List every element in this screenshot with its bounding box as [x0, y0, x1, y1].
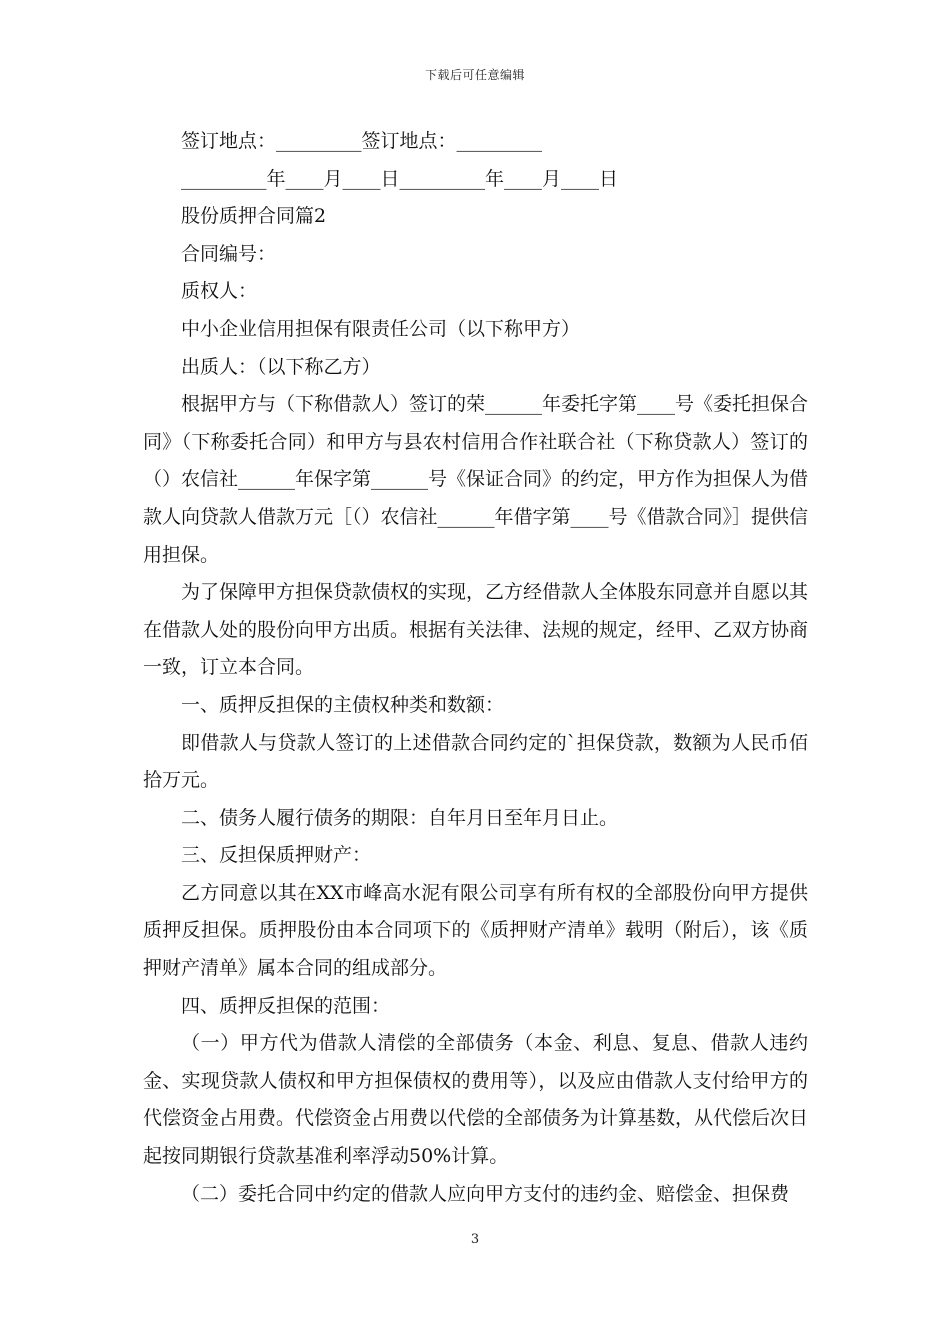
- page-number: 3: [470, 1232, 480, 1247]
- paragraph-background: 根据甲方与（下称借款人）签订的荣______年委托字第____号《委托担保合同》（下称委托合同）和甲方与县农村信用合作社联合社（下称贷款人）签订的（）农信社______年保字第______号《保证合同》的约定，甲方作为担保人为借款人向贷款人借款万元［（）农信社______年借字第____号《借款合同》］提供信用担保。: [143, 393, 809, 566]
- paragraph-contract-number: 合同编号：: [181, 242, 277, 265]
- paragraph-signing-date: _________年____月____日_________年____月____日: [181, 167, 619, 190]
- paragraph-clause-4-item-1: （一）甲方代为借款人清偿的全部债务（本金、利息、复息、借款人违约金、实现贷款人债权和甲方担保债权的费用等），以及应由借款人支付给甲方的代偿资金占用费。代偿资金占用费以代偿的全部债务为计算基数，从代偿后次日起按同期银行贷款基准利率浮动50%计算。: [143, 1032, 809, 1168]
- paragraph-purpose: 为了保障甲方担保贷款债权的实现，乙方经借款人全体股东同意并自愿以其在借款人处的股份向甲方出质。根据有关法律、法规的规定，经甲、乙双方协商一致，订立本合同。: [143, 581, 809, 679]
- paragraph-company-name: 中小企业信用担保有限责任公司（以下称甲方）: [181, 317, 581, 340]
- paragraph-pledgee: 质权人：: [181, 280, 258, 303]
- page-header: 下载后可任意编辑: [424, 68, 525, 82]
- document-body: [143, 123, 808, 1213]
- section-title: 股份质押合同篇2: [181, 205, 327, 228]
- clause-heading-2: 二、债务人履行债务的期限：自年月日至年月日止。: [181, 806, 619, 829]
- paragraph-clause-4-item-2: （二）委托合同中约定的借款人应向甲方支付的违约金、赔偿金、担保费: [181, 1182, 790, 1205]
- clause-heading-3: 三、反担保质押财产：: [181, 844, 372, 867]
- paragraph-clause-3: 乙方同意以其在XX市峰高水泥有限公司享有所有权的全部股份向甲方提供质押反担保。质押股份由本合同项下的《质押财产清单》载明（附后），该《质押财产清单》属本合同的组成部分。: [143, 881, 808, 980]
- paragraph-pledgor: 出质人：（以下称乙方）: [181, 355, 381, 378]
- clause-heading-1: 一、质押反担保的主债权种类和数额：: [181, 693, 505, 716]
- clause-heading-4: 四、质押反担保的范围：: [181, 994, 391, 1017]
- paragraph-signing-place: 签订地点：_________签订地点：_________: [181, 130, 543, 152]
- paragraph-clause-1: 即借款人与贷款人签订的上述借款合同约定的`担保贷款，数额为人民币佰拾万元。: [143, 731, 808, 792]
